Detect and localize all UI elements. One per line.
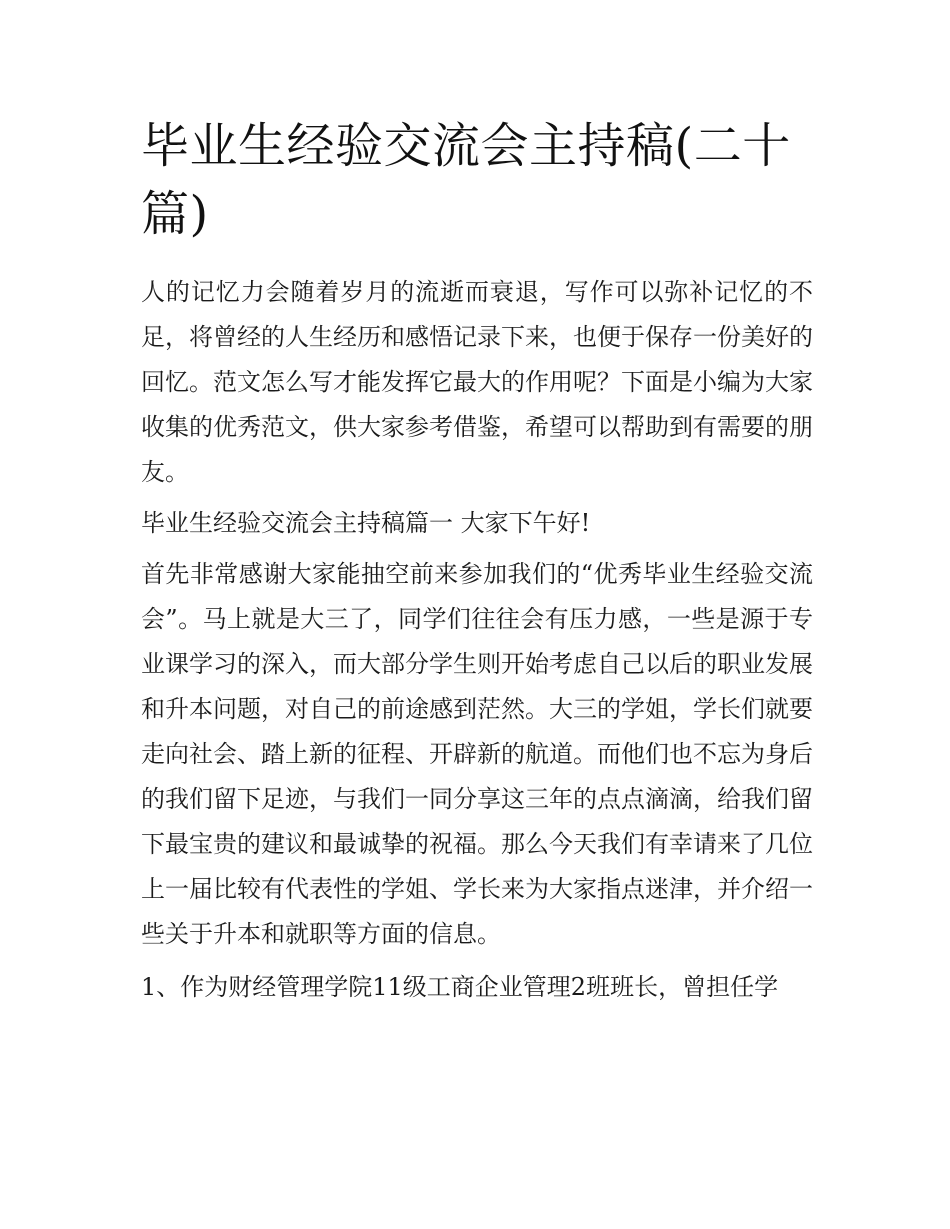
document-page [141, 112, 813, 1010]
list-item: 1、作为财经管理学院11级工商企业管理2班班长，曾担任学 [141, 973, 779, 1001]
body-paragraph: 首先非常感谢大家能抽空前来参加我们的“优秀毕业生经验交流会”。马上就是大三了，同学们往往会有压力感，一些是源于专业课学习的深入，而大部分学生则开始考虑自己以后的职业发展和升本问题，对自己的前途感到茫然。大三的学姐，学长们就要走向社会、踏上新的征程、开辟新的航道。而他们也不忘为身后的我们留下足迹，与我们一同分享这三年的点点滴滴，给我们留下最宝贵的建议和最诚挚的祝福。那么今天我们有幸请来了几位上一届比较有代表性的学姐、学长来为大家指点迷津，并介绍一些关于升本和就职等方面的信息。 [141, 560, 813, 948]
intro-paragraph: 人的记忆力会随着岁月的流逝而衰退，写作可以弥补记忆的不足，将曾经的人生经历和感悟记录下来，也便于保存一份美好的回忆。范文怎么写才能发挥它最大的作用呢？下面是小编为大家收集的优秀范文，供大家参考借鉴，希望可以帮助到有需要的朋友。 [141, 278, 813, 486]
section-heading: 毕业生经验交流会主持稿篇一 大家下午好! [141, 509, 591, 537]
document-title: 毕业生经验交流会主持稿(二十篇) [141, 118, 791, 242]
